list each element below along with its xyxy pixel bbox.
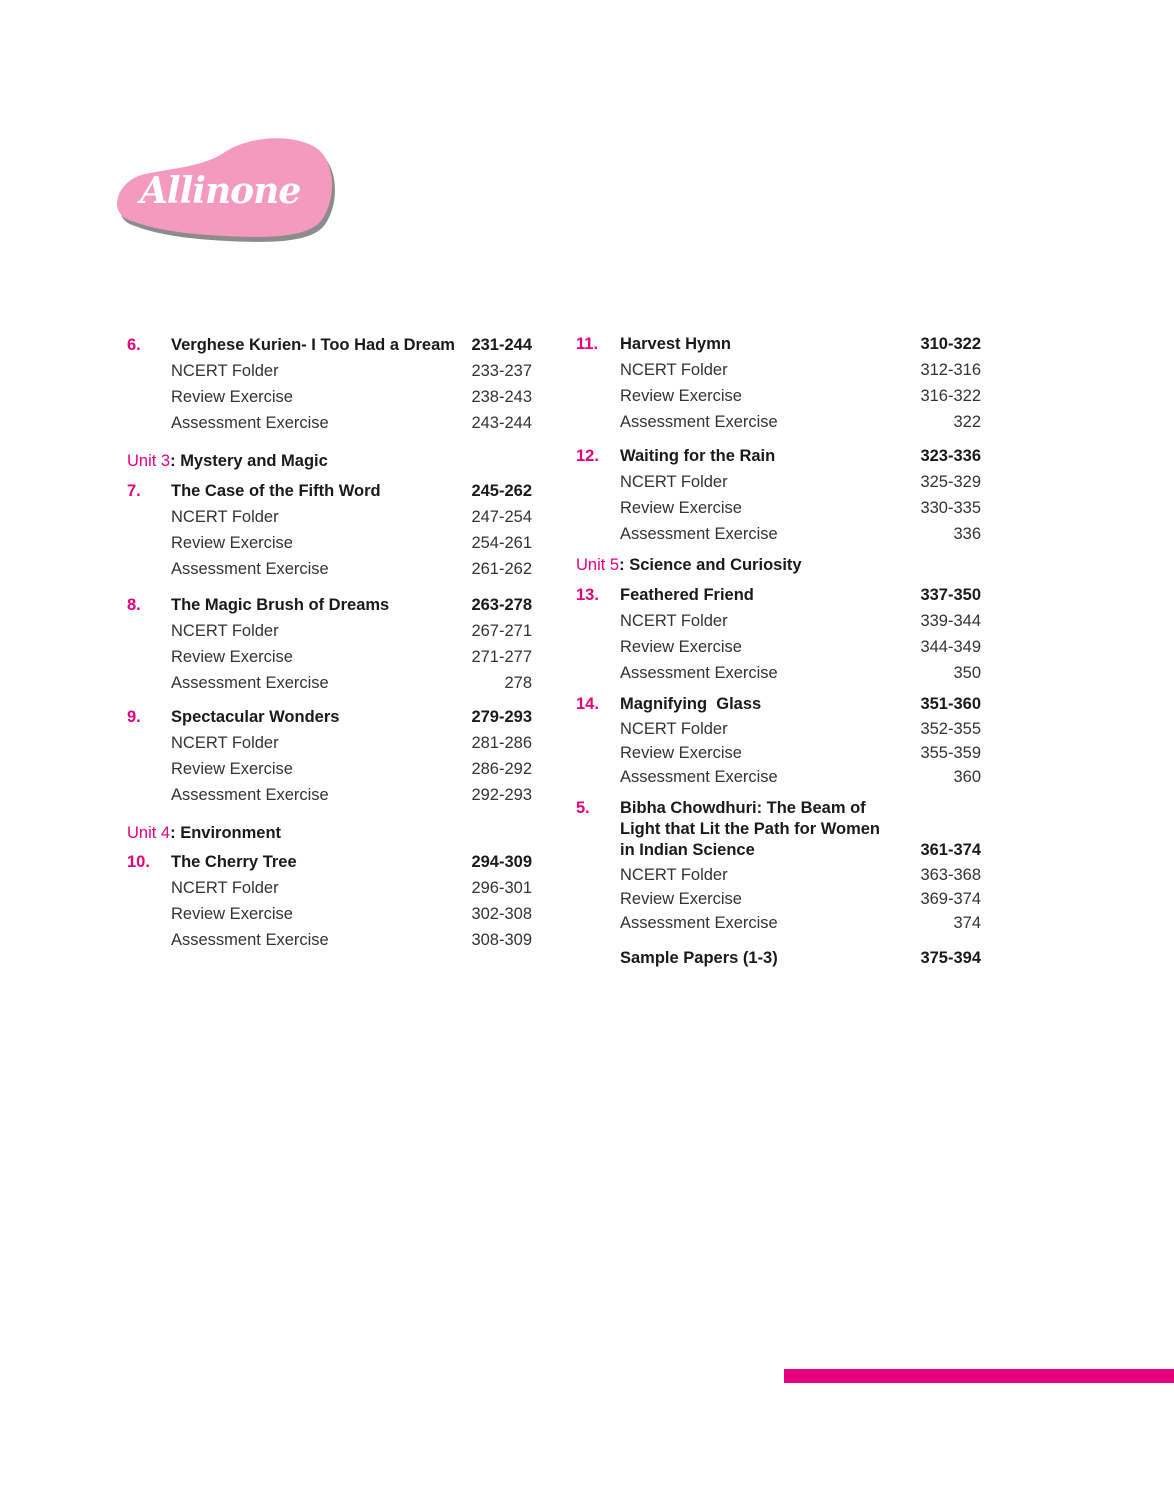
section-label: Assessment Exercise — [171, 414, 329, 432]
section-label: Review Exercise — [620, 387, 742, 405]
sample-papers-pages: 375-394 — [920, 949, 981, 967]
chapter-title: The Case of the Fifth Word — [171, 482, 381, 500]
unit-label: Unit 3 — [127, 452, 171, 470]
section-label: NCERT Folder — [171, 508, 279, 526]
section-pages: 355-359 — [920, 744, 981, 762]
chapter-title: Magnifying Glass — [620, 695, 762, 713]
section-label: Review Exercise — [620, 744, 742, 762]
section-pages: 308-309 — [471, 931, 532, 949]
section-label: Assessment Exercise — [171, 931, 329, 949]
chapter-number: 6. — [127, 336, 141, 354]
section-pages: 261-262 — [471, 560, 532, 578]
section-label: Assessment Exercise — [171, 560, 329, 578]
chapter-title: Waiting for the Rain — [620, 447, 776, 465]
section-label: Review Exercise — [620, 499, 742, 517]
section-label: Assessment Exercise — [620, 525, 778, 543]
chapter-pages: 323-336 — [920, 447, 981, 465]
unit-name: : Environment — [170, 824, 282, 842]
unit-label: Unit 5 — [576, 556, 620, 574]
section-pages: 312-316 — [920, 361, 981, 379]
section-pages: 363-368 — [920, 866, 981, 884]
section-pages: 286-292 — [471, 760, 532, 778]
chapter-pages: 294-309 — [471, 853, 532, 871]
chapter-number: 14. — [576, 695, 599, 713]
chapter-pages: 263-278 — [471, 596, 532, 614]
footer-accent-bar — [784, 1369, 1174, 1383]
section-label: Review Exercise — [171, 905, 293, 923]
chapter-title-line-3: in Indian Science — [620, 841, 755, 859]
section-label: NCERT Folder — [171, 362, 279, 380]
section-pages: 316-322 — [920, 387, 981, 405]
chapter-pages: 279-293 — [471, 708, 532, 726]
section-pages: 369-374 — [920, 890, 981, 908]
logo-text: Allinone — [140, 170, 301, 212]
section-pages: 302-308 — [471, 905, 532, 923]
chapter-number: 7. — [127, 482, 141, 500]
section-label: Assessment Exercise — [620, 664, 778, 682]
chapter-title-line-2: Light that Lit the Path for Women — [620, 820, 881, 838]
section-label: NCERT Folder — [620, 473, 728, 491]
section-label: NCERT Folder — [171, 734, 279, 752]
section-label: Assessment Exercise — [171, 674, 329, 692]
section-label: NCERT Folder — [620, 866, 728, 884]
chapter-number: 12. — [576, 447, 599, 465]
chapter-number: 8. — [127, 596, 141, 614]
section-pages: 325-329 — [920, 473, 981, 491]
section-pages: 267-271 — [471, 622, 532, 640]
chapter-pages: 245-262 — [471, 482, 532, 500]
chapter-title: Verghese Kurien- I Too Had a Dream — [171, 336, 455, 354]
section-pages: 322 — [953, 413, 981, 431]
section-pages: 374 — [953, 914, 981, 932]
chapter-pages: 231-244 — [471, 336, 532, 354]
section-pages: 278 — [504, 674, 532, 692]
chapter-number: 5. — [576, 799, 590, 817]
section-label: NCERT Folder — [171, 879, 279, 897]
chapter-pages: 310-322 — [920, 335, 981, 353]
section-pages: 339-344 — [920, 612, 981, 630]
section-label: Review Exercise — [171, 388, 293, 406]
section-pages: 254-261 — [471, 534, 532, 552]
section-label: Assessment Exercise — [171, 786, 329, 804]
section-label: Review Exercise — [620, 890, 742, 908]
section-pages: 281-286 — [471, 734, 532, 752]
chapter-pages: 361-374 — [920, 841, 981, 859]
section-pages: 336 — [953, 525, 981, 543]
unit-heading — [127, 452, 328, 471]
section-label: Assessment Exercise — [620, 914, 778, 932]
section-label: Review Exercise — [171, 534, 293, 552]
chapter-pages: 337-350 — [920, 586, 981, 604]
section-label: Review Exercise — [171, 648, 293, 666]
section-pages: 292-293 — [471, 786, 532, 804]
section-pages: 233-237 — [471, 362, 532, 380]
section-label: Review Exercise — [620, 638, 742, 656]
chapter-title: The Cherry Tree — [171, 853, 297, 871]
section-pages: 247-254 — [471, 508, 532, 526]
unit-heading — [576, 556, 802, 575]
section-pages: 238-243 — [471, 388, 532, 406]
section-pages: 330-335 — [920, 499, 981, 517]
section-label: Assessment Exercise — [620, 413, 778, 431]
unit-name: : Mystery and Magic — [170, 452, 328, 470]
section-label: NCERT Folder — [620, 720, 728, 738]
chapter-title-line-1: Bibha Chowdhuri: The Beam of — [620, 799, 866, 817]
unit-name: : Science and Curiosity — [619, 556, 802, 574]
chapter-title: Feathered Friend — [620, 586, 754, 604]
section-pages: 296-301 — [471, 879, 532, 897]
chapter-number: 11. — [576, 335, 599, 353]
section-pages: 350 — [953, 664, 981, 682]
chapter-pages: 351-360 — [920, 695, 981, 713]
section-pages: 243-244 — [471, 414, 532, 432]
chapter-title: Spectacular Wonders — [171, 708, 340, 726]
section-label: Review Exercise — [171, 760, 293, 778]
chapter-number: 10. — [127, 853, 150, 871]
section-pages: 271-277 — [471, 648, 532, 666]
section-pages: 344-349 — [920, 638, 981, 656]
chapter-title: The Magic Brush of Dreams — [171, 596, 390, 614]
section-label: NCERT Folder — [620, 612, 728, 630]
unit-heading — [127, 824, 281, 843]
chapter-title: Harvest Hymn — [620, 335, 731, 353]
section-label: NCERT Folder — [171, 622, 279, 640]
section-pages: 352-355 — [920, 720, 981, 738]
unit-label: Unit 4 — [127, 824, 171, 842]
section-label: Assessment Exercise — [620, 768, 778, 786]
chapter-number: 9. — [127, 708, 141, 726]
section-label: NCERT Folder — [620, 361, 728, 379]
chapter-number: 13. — [576, 586, 599, 604]
section-pages: 360 — [953, 768, 981, 786]
sample-papers-title: Sample Papers (1-3) — [620, 949, 778, 967]
